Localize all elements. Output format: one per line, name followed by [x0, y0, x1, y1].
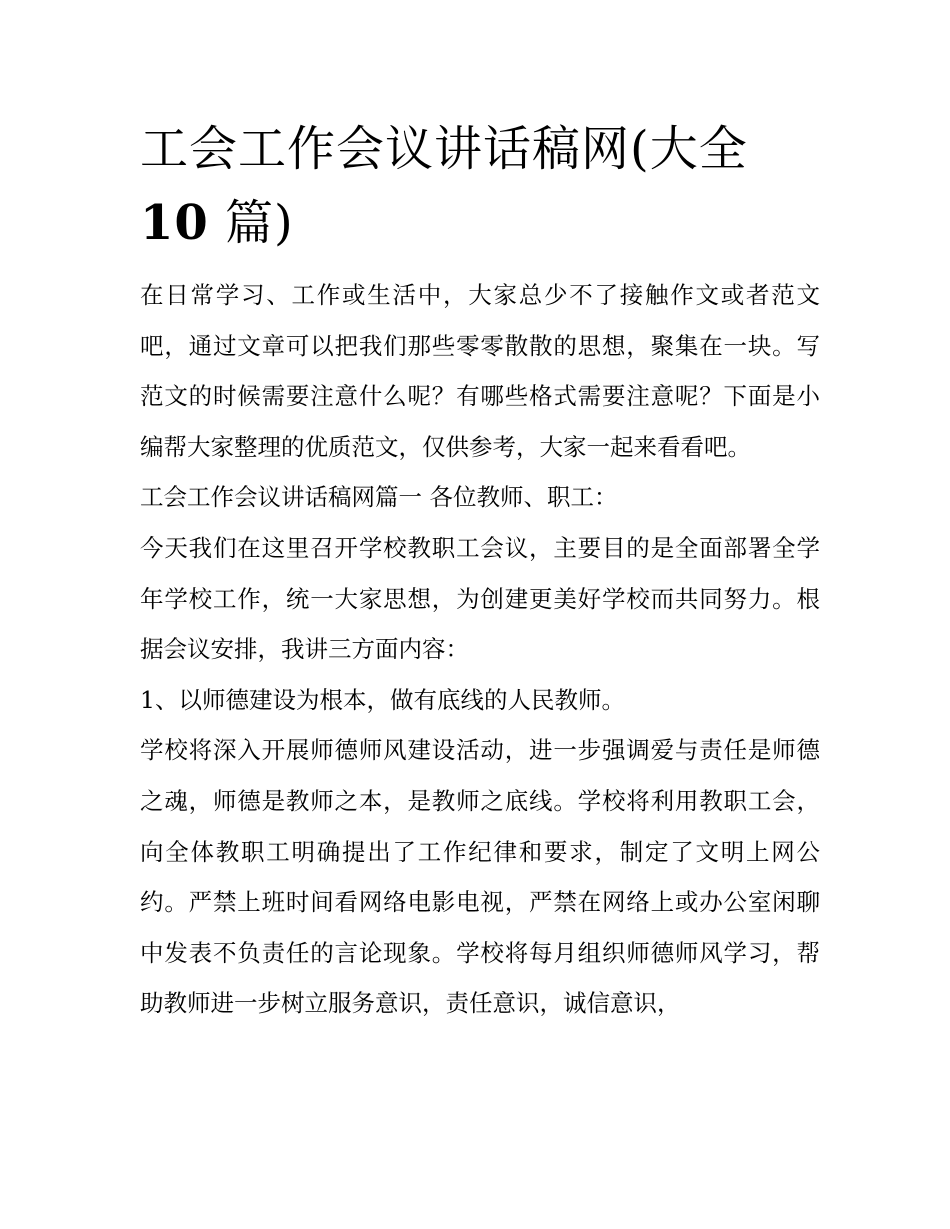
document-page: [140, 112, 820, 1029]
numbered-point-1: 1、以师德建设为根本，做有底线的人民教师。: [140, 685, 625, 714]
body-paragraph: 学校将深入开展师德师风建设活动，进一步强调爱与责任是师德之魂，师德是教师之本，是教师之底线。学校将利用教职工会，向全体教职工明确提出了工作纪律和要求，制定了文明上网公约。严禁上班时间看网络电影电视，严禁在网络上或办公室闲聊中发表不负责任的言论现象。学校将每月组织师德师风学习，帮助教师进一步树立服务意识，责任意识，诚信意识，: [140, 736, 820, 1018]
document-title: [140, 112, 820, 260]
title-number: 10: [140, 195, 209, 251]
title-line-1: 工会工作会议讲话稿网(大全: [140, 121, 748, 177]
section-heading-1: 工会工作会议讲话稿网篇一 各位教师、职工：: [140, 483, 618, 512]
title-line-2-rest: 篇): [208, 195, 294, 251]
body-paragraph: 今天我们在这里召开学校教职工会议，主要目的是全面部署全学年学校工作，统一大家思想，为创建更美好学校而共同努力。根据会议安排，我讲三方面内容：: [140, 533, 820, 664]
intro-paragraph: 在日常学习、工作或生活中，大家总少不了接触作文或者范文吧，通过文章可以把我们那些零零散散的思想，聚集在一块。写范文的时候需要注意什么呢？有哪些格式需要注意呢？下面是小编帮大家整理的优质范文，仅供参考，大家一起来看看吧。: [140, 281, 820, 461]
